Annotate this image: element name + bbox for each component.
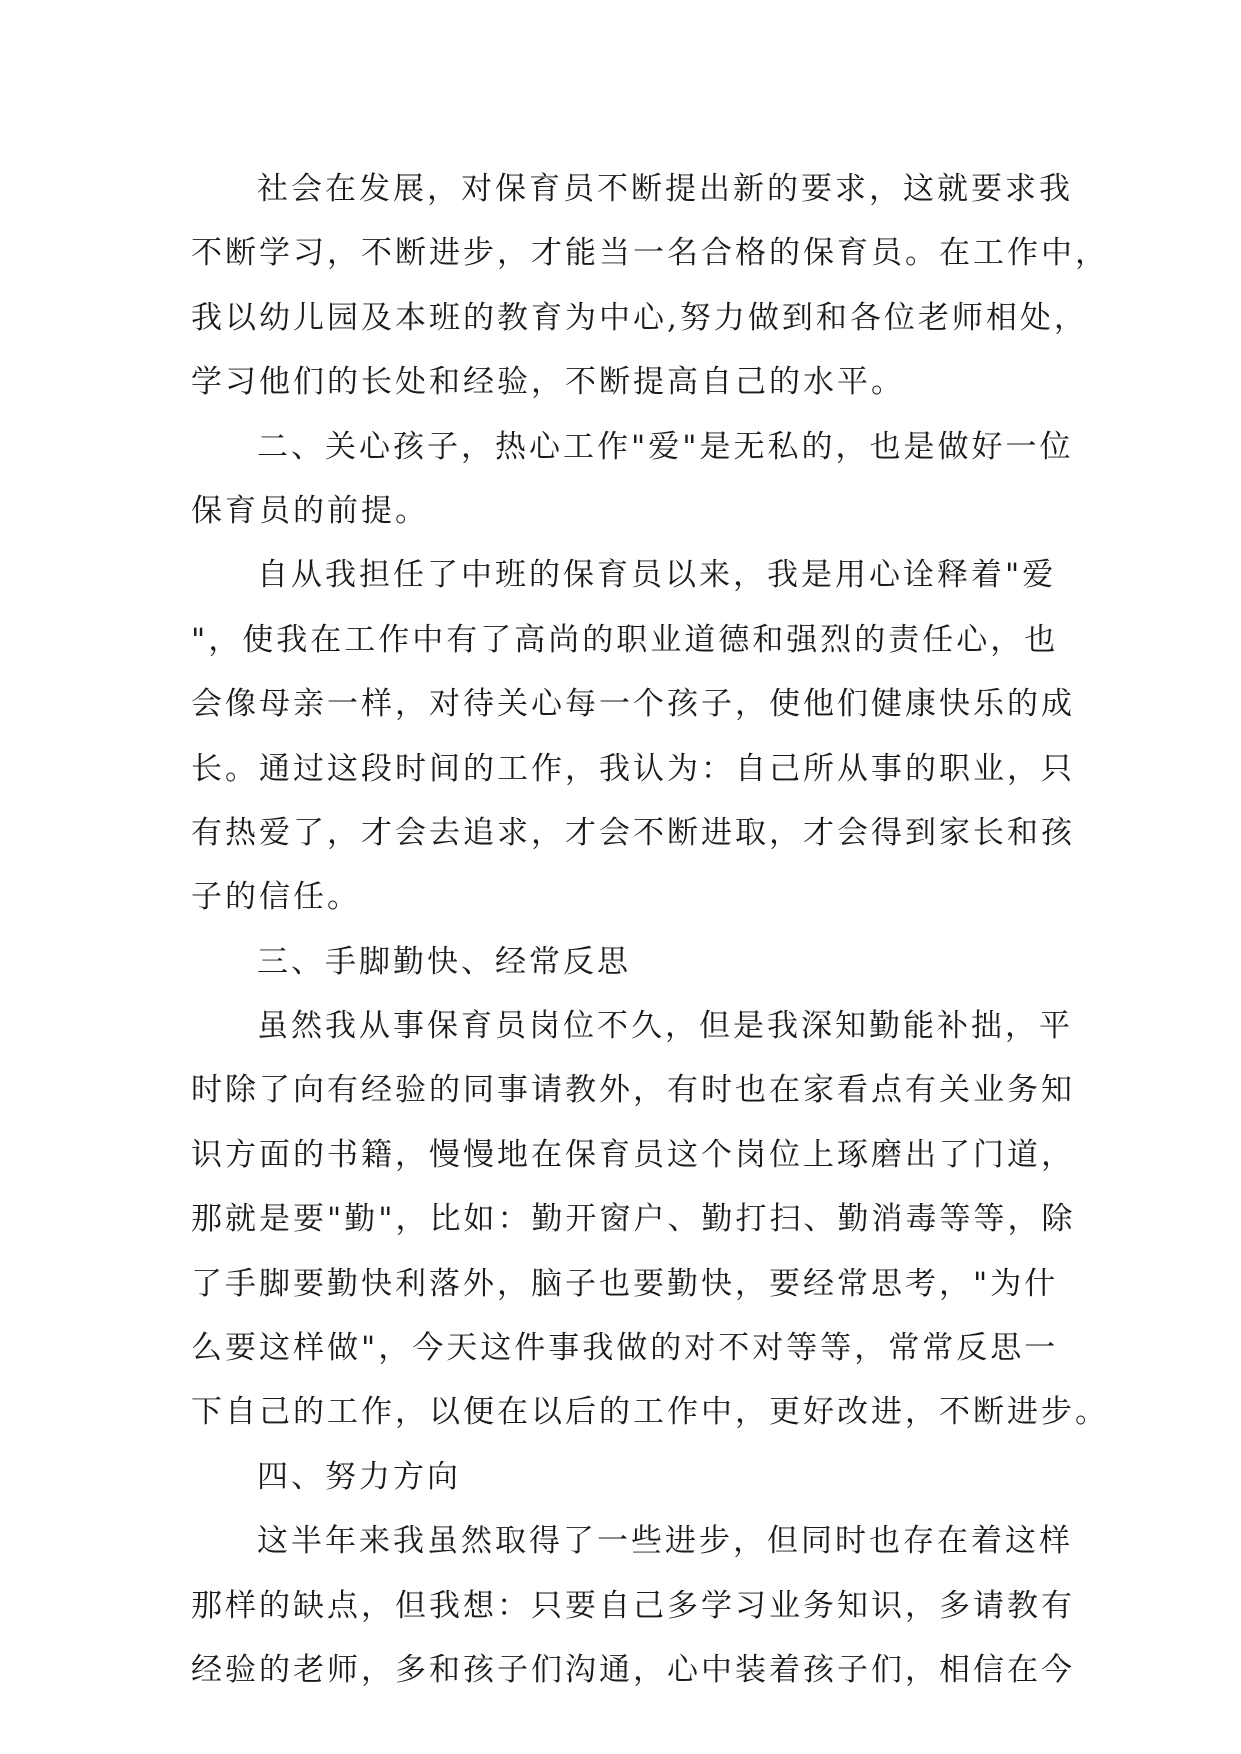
text-line: 了手脚要勤快利落外，脑子也要勤快，要经常思考，"为什 bbox=[191, 1265, 1059, 1302]
text-line: 我以幼儿园及本班的教育为中心,努力做到和各位老师相处， bbox=[191, 299, 1088, 336]
text-line: 虽然我从事保育员岗位不久，但是我深知勤能补拙，平 bbox=[257, 1008, 1073, 1045]
text-line: 经验的老师，多和孩子们沟通，心中装着孩子们，相信在今 bbox=[191, 1651, 1075, 1688]
text-line: 这半年来我虽然取得了一些进步，但同时也存在着这样 bbox=[257, 1523, 1073, 1560]
text-line: 识方面的书籍，慢慢地在保育员这个岗位上琢磨出了门道， bbox=[191, 1136, 1075, 1173]
text-line: 下自己的工作，以便在以后的工作中，更好改进，不断进步。 bbox=[191, 1394, 1109, 1431]
text-line: 那样的缺点，但我想：只要自己多学习业务知识，多请教有 bbox=[191, 1587, 1075, 1624]
section-heading: 二、关心孩子，热心工作"爱"是无私的，也是做好一位 bbox=[257, 428, 1074, 465]
section-heading: 三、手脚勤快、经常反思 bbox=[257, 943, 631, 980]
text-line: 么要这样做"，今天这件事我做的对不对等等，常常反思一 bbox=[191, 1330, 1059, 1367]
section-heading: 四、努力方向 bbox=[257, 1458, 461, 1495]
text-line: 学习他们的长处和经验，不断提高自己的水平。 bbox=[191, 364, 905, 401]
text-line: 保育员的前提。 bbox=[191, 492, 429, 529]
text-line: 有热爱了，才会去追求，才会不断进取，才会得到家长和孩 bbox=[191, 814, 1075, 851]
text-line: "，使我在工作中有了高尚的职业道德和强烈的责任心，也 bbox=[191, 621, 1059, 658]
text-line: 会像母亲一样，对待关心每一个孩子，使他们健康快乐的成 bbox=[191, 686, 1075, 723]
text-line: 自从我担任了中班的保育员以来，我是用心诠释着"爱 bbox=[257, 557, 1057, 594]
text-line: 那就是要"勤"，比如：勤开窗户、勤打扫、勤消毒等等，除 bbox=[191, 1201, 1076, 1238]
body-text bbox=[191, 157, 1109, 1702]
text-line: 不断学习，不断进步，才能当一名合格的保育员。在工作中， bbox=[191, 235, 1109, 272]
text-line: 时除了向有经验的同事请教外，有时也在家看点有关业务知 bbox=[191, 1072, 1075, 1109]
text-line: 子的信任。 bbox=[191, 879, 361, 916]
text-line: 社会在发展，对保育员不断提出新的要求，这就要求我 bbox=[257, 171, 1073, 207]
text-line: 长。通过这段时间的工作，我认为：自己所从事的职业，只 bbox=[191, 750, 1075, 787]
